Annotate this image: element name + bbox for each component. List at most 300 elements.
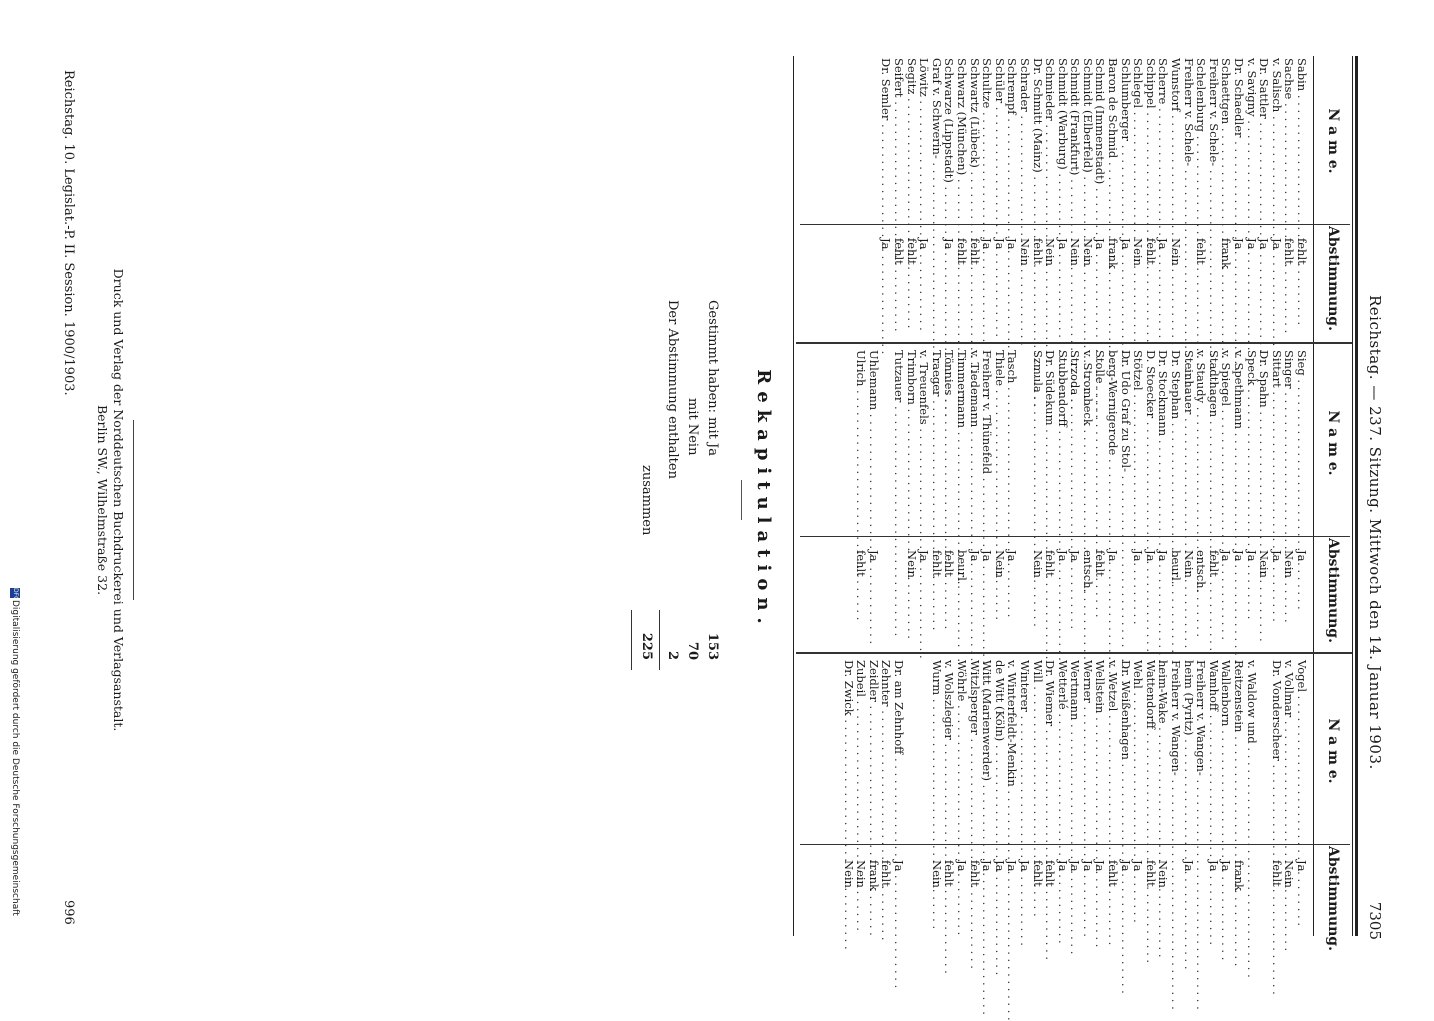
table-row bbox=[1044, 350, 1057, 650]
vote-list-3 bbox=[842, 660, 1308, 940]
table-row bbox=[1169, 350, 1182, 650]
table-row bbox=[1119, 58, 1132, 338]
vote-value: Ja bbox=[1055, 238, 1070, 250]
table-row bbox=[1056, 58, 1069, 338]
table-row bbox=[1144, 350, 1157, 650]
member-name: Wertmann . . . bbox=[1069, 660, 1082, 836]
table-row bbox=[1232, 660, 1245, 940]
table-row bbox=[1081, 350, 1094, 650]
table-row bbox=[1006, 660, 1019, 940]
table-row bbox=[1031, 350, 1044, 650]
vote-value: Ja bbox=[1106, 550, 1121, 562]
table-row bbox=[1157, 58, 1170, 338]
vote-value: fehlt bbox=[1282, 238, 1297, 265]
table-row bbox=[981, 660, 994, 940]
table-row bbox=[1232, 58, 1245, 338]
member-name: Schlumberger . . . bbox=[1119, 58, 1132, 216]
member-name: Zubeil . . . bbox=[855, 660, 868, 836]
table-row bbox=[1270, 660, 1283, 940]
table-row bbox=[1258, 58, 1271, 338]
member-name: de Witt (Köln) . . . bbox=[993, 660, 1006, 836]
vote-value: Ja bbox=[967, 550, 982, 562]
recap-label: mit Nein bbox=[685, 398, 700, 456]
table-row bbox=[1107, 350, 1120, 650]
table-row bbox=[981, 350, 994, 650]
vote-value: fehlt bbox=[967, 860, 982, 887]
table-row bbox=[955, 58, 968, 338]
vote-value: fehlt bbox=[904, 238, 919, 265]
vote-value: Nein bbox=[841, 860, 856, 888]
recap-row bbox=[702, 300, 722, 700]
recap-row bbox=[662, 300, 682, 700]
member-name: Schmid (Immenstadt) . . . bbox=[1094, 58, 1107, 216]
member-name: Dr. Stockmann . . . bbox=[1157, 350, 1170, 526]
vote-value: frank bbox=[1106, 238, 1121, 269]
vote-value: Nein bbox=[1080, 238, 1095, 266]
col-header-name-3: N a m e. bbox=[1325, 718, 1341, 784]
vote-value: Ja bbox=[980, 860, 995, 872]
vote-value: fehlt bbox=[1043, 550, 1058, 577]
member-name: Steinhauer . . . bbox=[1182, 350, 1195, 526]
table-row bbox=[930, 660, 943, 940]
member-name: Wehl . . . bbox=[1132, 660, 1145, 836]
table-row bbox=[905, 58, 918, 338]
footer-legislature: Reichstag. 10. Legislat.-P. II. Session. 1900/1903. bbox=[61, 70, 76, 396]
member-name: Löwitz . . . bbox=[918, 58, 931, 216]
table-row bbox=[1207, 58, 1220, 338]
member-name: v. Salisch . . . bbox=[1270, 58, 1283, 216]
table-row bbox=[867, 660, 880, 940]
vote-value: fehlt bbox=[1143, 860, 1158, 887]
vote-value: Ja bbox=[1093, 238, 1108, 250]
table-row bbox=[1283, 350, 1296, 650]
vote-value: Ja bbox=[954, 860, 969, 872]
table-row bbox=[1295, 660, 1308, 940]
vote-value: fehlt bbox=[879, 860, 894, 887]
vote-value: Ja bbox=[1055, 550, 1070, 562]
table-row bbox=[993, 660, 1006, 940]
table-row bbox=[1056, 660, 1069, 940]
vote-value: Ja bbox=[917, 238, 932, 250]
table-row bbox=[1245, 350, 1258, 650]
table-row bbox=[905, 350, 918, 650]
member-name: Dr. Udo Graf zu Stol- . . . bbox=[1119, 350, 1132, 526]
table-row bbox=[981, 58, 994, 338]
table-row bbox=[1144, 58, 1157, 338]
member-name: Dr. Südekum . . . bbox=[1044, 350, 1057, 526]
table-row bbox=[918, 660, 931, 940]
table-row bbox=[1006, 58, 1019, 338]
table-row bbox=[880, 660, 893, 940]
vote-value: Nein bbox=[1169, 238, 1184, 266]
vote-value: fehlt bbox=[1295, 238, 1309, 265]
vote-value: Nein bbox=[1043, 238, 1058, 266]
member-name: Dr. Stephan . . . bbox=[1169, 350, 1182, 526]
member-name: Graf v. Schwerin- . . . bbox=[930, 58, 943, 216]
member-name: Schaettgen . . . bbox=[1220, 58, 1233, 216]
vote-value: Ja bbox=[866, 550, 881, 562]
table-row bbox=[1220, 350, 1233, 650]
vote-value: Nein bbox=[1017, 238, 1032, 266]
vote-value: Ja bbox=[992, 238, 1007, 250]
vote-value: Ja bbox=[1131, 860, 1146, 872]
table-row bbox=[993, 58, 1006, 338]
table-row bbox=[1270, 58, 1283, 338]
table-row bbox=[1006, 350, 1019, 650]
col-header-name-2: N a m e. bbox=[1325, 410, 1341, 476]
table-row bbox=[1081, 58, 1094, 338]
vote-value: Nein bbox=[1181, 550, 1196, 578]
member-name: Schwartz (Lübeck) . . . bbox=[968, 58, 981, 216]
vote-value: fehlt bbox=[1030, 238, 1045, 265]
member-name: Thiele . . . bbox=[993, 350, 1006, 526]
table-row bbox=[1044, 660, 1057, 940]
member-name: Stubbendorff . . . bbox=[1056, 350, 1069, 526]
vote-value: frank bbox=[1219, 238, 1234, 269]
vote-value: fehlt bbox=[954, 238, 969, 265]
member-name: Trimborn . . . bbox=[905, 350, 918, 526]
vote-value: fehlt bbox=[854, 550, 869, 577]
page-number: 7305 bbox=[1366, 901, 1384, 940]
member-name: Schwarz (München) . . . bbox=[955, 58, 968, 216]
vote-value: fehlt bbox=[1269, 860, 1284, 887]
vote-value: Nein bbox=[1282, 550, 1297, 578]
vote-value: Ja bbox=[1143, 550, 1158, 562]
table-row bbox=[1182, 660, 1195, 940]
table-row bbox=[1270, 350, 1283, 650]
table-row bbox=[1220, 660, 1233, 940]
table-row bbox=[1195, 58, 1208, 338]
vote-value: entsch. bbox=[1194, 550, 1209, 593]
vote-value: Ja bbox=[1156, 550, 1171, 562]
member-name: Schmidt (Elberfeld) . . . bbox=[1081, 58, 1094, 216]
table-row bbox=[943, 350, 956, 650]
vote-value: Ja bbox=[1005, 238, 1020, 250]
vote-value: Ja bbox=[980, 550, 995, 562]
vote-value: fehlt bbox=[1093, 550, 1108, 577]
vote-value: Ja bbox=[1017, 860, 1032, 872]
member-name: Winterer . . . bbox=[1018, 660, 1031, 836]
vote-value: Ja bbox=[1131, 550, 1146, 562]
member-name: Schultze . . . bbox=[981, 58, 994, 216]
recap-label: Der Abstimmung enthalten bbox=[665, 300, 680, 479]
member-name: Vogel . . . bbox=[1295, 660, 1308, 836]
member-name: Schüler . . . bbox=[993, 58, 1006, 216]
member-name: v. Waldow und . . . bbox=[1245, 660, 1258, 836]
vote-value: beurl. bbox=[954, 550, 969, 585]
vote-value: fehlt bbox=[1030, 860, 1045, 887]
member-name: Schippel . . . bbox=[1144, 58, 1157, 216]
column-divider bbox=[796, 652, 1352, 654]
member-name: berg-Wernigerode . . . bbox=[1107, 350, 1120, 526]
vote-value: Ja bbox=[1068, 860, 1083, 872]
member-name: Dr. Vonderscheer . . . bbox=[1270, 660, 1283, 836]
vote-value: fehlt bbox=[1206, 550, 1221, 577]
member-name: Stötzel . . . bbox=[1132, 350, 1145, 526]
recap-count: 2 bbox=[665, 650, 680, 660]
total-rule bbox=[631, 610, 632, 670]
recap-row bbox=[682, 300, 702, 700]
member-name: v. Strombeck . . . bbox=[1081, 350, 1094, 526]
table-row bbox=[1069, 58, 1082, 338]
member-name: Wattendorff . . . bbox=[1144, 660, 1157, 836]
table-row bbox=[1220, 58, 1233, 338]
vote-value: fehlt bbox=[1043, 860, 1058, 887]
recap-separator bbox=[741, 480, 742, 520]
table-row bbox=[1132, 350, 1145, 650]
member-name: Wöhrle . . . bbox=[955, 660, 968, 836]
col-header-vote-2: Abstimmung. bbox=[1325, 538, 1341, 643]
table-bottom-rule bbox=[793, 56, 794, 936]
vote-value: Ja bbox=[1257, 238, 1272, 250]
member-name: Sittart . . . bbox=[1270, 350, 1283, 526]
vote-value: Ja bbox=[1118, 860, 1133, 872]
table-row bbox=[855, 350, 868, 650]
vote-value: Ja bbox=[1244, 238, 1259, 250]
member-name: Schwarze (Lippstadt) . . . bbox=[943, 58, 956, 216]
printer-imprint bbox=[94, 0, 126, 1000]
sum-rule bbox=[659, 610, 660, 670]
table-row bbox=[930, 58, 943, 338]
table-row bbox=[855, 660, 868, 940]
vote-value: fehlt bbox=[929, 550, 944, 577]
vote-value: Nein bbox=[1030, 550, 1045, 578]
table-row bbox=[930, 350, 943, 650]
member-name: Scherre . . . bbox=[1157, 58, 1170, 216]
column-header-rule bbox=[1313, 56, 1314, 936]
table-row bbox=[1107, 660, 1120, 940]
vote-value: Ja bbox=[1005, 860, 1020, 872]
member-name: Will . . . bbox=[1031, 660, 1044, 836]
table-row bbox=[1283, 660, 1296, 940]
table-row bbox=[918, 350, 931, 650]
table-row bbox=[1031, 660, 1044, 940]
member-name: Freiherr v. Schele- . . . bbox=[1182, 58, 1195, 216]
table-row bbox=[867, 350, 880, 650]
vote-value: Ja bbox=[892, 860, 906, 872]
table-row bbox=[1069, 350, 1082, 650]
member-name: Sachse . . . bbox=[1283, 58, 1296, 216]
vote-value: Nein bbox=[992, 550, 1007, 578]
vote-value: fehlt bbox=[942, 860, 957, 887]
member-name: Dr. am Zehnhoff . . . bbox=[892, 660, 905, 836]
table-row bbox=[1295, 350, 1308, 650]
member-name: v. Spethmann . . . bbox=[1232, 350, 1245, 526]
table-row bbox=[1056, 350, 1069, 650]
table-row bbox=[1245, 660, 1258, 940]
table-row bbox=[918, 58, 931, 338]
vote-value: Ja bbox=[1055, 860, 1070, 872]
vote-value: Nein bbox=[1257, 550, 1272, 578]
vote-value: Nein bbox=[854, 860, 869, 888]
vote-value: entsch. bbox=[1080, 550, 1095, 593]
vote-value: Nein bbox=[1068, 238, 1083, 266]
member-name: Segitz . . . bbox=[905, 58, 918, 216]
vote-value: Ja bbox=[1269, 550, 1284, 562]
table-row bbox=[1195, 350, 1208, 650]
vote-list-2 bbox=[855, 350, 1308, 650]
vote-value: Ja bbox=[1295, 550, 1309, 562]
table-row bbox=[968, 660, 981, 940]
member-name: v. Treuenfels . . . bbox=[918, 350, 931, 526]
table-row bbox=[1031, 58, 1044, 338]
table-row bbox=[1207, 350, 1220, 650]
table-row bbox=[943, 58, 956, 338]
member-name: v. Wetzel . . . bbox=[1107, 660, 1120, 836]
vote-value: Ja bbox=[1219, 550, 1234, 562]
member-name: Dr. Spahn . . . bbox=[1258, 350, 1271, 526]
member-name: D. Stoecker . . . bbox=[1144, 350, 1157, 526]
member-name: Freiherr v. Wangen- . . . bbox=[1169, 660, 1182, 836]
vote-value: frank bbox=[1232, 860, 1247, 891]
page-title: Reichstag. — 237. Sitzung. Mittwoch den 14. Januar 1903. bbox=[1366, 295, 1384, 770]
printer-line-2: Berlin SW., Wilhelmstraße 32. bbox=[95, 404, 110, 596]
table-row bbox=[1044, 58, 1057, 338]
vote-value: Nein bbox=[904, 550, 919, 578]
member-name: Singer . . . bbox=[1283, 350, 1296, 526]
member-name: Traeger . . . bbox=[930, 350, 943, 526]
vote-value: Ja bbox=[1295, 860, 1309, 872]
table-row bbox=[1094, 660, 1107, 940]
vote-value: Nein bbox=[1282, 860, 1297, 888]
member-name: Tasch . . . bbox=[1006, 350, 1019, 526]
recap-title: Rekapitulation. bbox=[753, 369, 774, 631]
table-row bbox=[1018, 660, 1031, 940]
table-row bbox=[1232, 350, 1245, 650]
vote-value: Ja bbox=[1232, 238, 1247, 250]
vote-value: Ja bbox=[1005, 550, 1020, 562]
member-name: v. Tiedemann . . . bbox=[968, 350, 981, 526]
member-name: Dr. Wiemer . . . bbox=[1044, 660, 1057, 836]
table-row bbox=[1157, 350, 1170, 650]
member-name: Schmieder . . . bbox=[1044, 58, 1057, 216]
col-header-vote-3: Abstimmung. bbox=[1325, 846, 1341, 951]
member-name: Witt (Marienwerder) . . . bbox=[981, 660, 994, 836]
vote-value: fehlt bbox=[1106, 860, 1121, 887]
vote-value: Ja bbox=[942, 238, 957, 250]
member-name: Baron de Schmid . . . bbox=[1107, 58, 1120, 216]
recap-table bbox=[632, 300, 722, 700]
member-name: Dr. Weißenhagen . . . bbox=[1119, 660, 1132, 836]
table-row bbox=[1018, 350, 1031, 650]
member-name: Schlegel . . . bbox=[1132, 58, 1145, 216]
member-name: Stolle . . . bbox=[1094, 350, 1107, 526]
vote-value: Nein bbox=[1131, 238, 1146, 266]
member-name: Sabin . . . bbox=[1295, 58, 1308, 216]
table-row bbox=[880, 58, 893, 338]
member-name: heim (Pyritz) . . . bbox=[1182, 660, 1195, 836]
member-name: Dr. Semler . . . bbox=[880, 58, 893, 216]
member-name: v. Wolszlegier . . . bbox=[943, 660, 956, 836]
vote-value: Ja bbox=[1244, 550, 1259, 562]
member-name: Wellstein . . . bbox=[1094, 660, 1107, 836]
table-row bbox=[905, 660, 918, 940]
member-name: Schmidt (Frankfurt) . . . bbox=[1069, 58, 1082, 216]
member-name: Dr. Schaedler . . . bbox=[1232, 58, 1245, 216]
member-name: Dr. Sattler . . . bbox=[1258, 58, 1271, 216]
member-name: v. Winterfeldt-Menkin . . . bbox=[1006, 660, 1019, 836]
vote-table bbox=[798, 56, 1358, 951]
table-row bbox=[1132, 660, 1145, 940]
table-row bbox=[1144, 660, 1157, 940]
vote-value: Ja bbox=[1269, 238, 1284, 250]
member-name: Timmermann . . . bbox=[955, 350, 968, 526]
col-header-name-1: N a m e. bbox=[1325, 108, 1341, 174]
page-header bbox=[1362, 60, 1384, 940]
member-name: Schmidt (Warburg) . . . bbox=[1056, 58, 1069, 216]
table-row bbox=[943, 660, 956, 940]
member-name: Witzlsperger . . . bbox=[968, 660, 981, 836]
table-row bbox=[1119, 660, 1132, 940]
member-name: Schelenburg . . . bbox=[1195, 58, 1208, 216]
member-name: Szmula . . . bbox=[1031, 350, 1044, 526]
member-name: Wallenborn . . . bbox=[1220, 660, 1233, 836]
dfg-logo-icon: DFG bbox=[12, 588, 19, 601]
table-row bbox=[880, 350, 893, 650]
member-name: Uhlemann . . . bbox=[867, 350, 880, 526]
member-name: Sieg . . . bbox=[1295, 350, 1308, 526]
member-name: Tönnies . . . bbox=[943, 350, 956, 526]
table-row bbox=[1182, 58, 1195, 338]
vote-value: Ja bbox=[1080, 860, 1095, 872]
vote-list-1 bbox=[880, 58, 1308, 338]
table-row bbox=[892, 660, 905, 940]
member-name: Strzoda . . . bbox=[1069, 350, 1082, 526]
printer-line-1: Druck und Verlag der Norddeutschen Buchdruckerei und Verlagsanstalt. bbox=[111, 268, 126, 732]
table-row bbox=[892, 58, 905, 338]
vote-value: Ja bbox=[917, 550, 932, 562]
table-row bbox=[955, 350, 968, 650]
member-name: Dr. Schmitt (Mainz) . . . bbox=[1031, 58, 1044, 216]
member-name: v. Vollmar . . . bbox=[1283, 660, 1296, 836]
vote-value: Ja bbox=[1118, 238, 1133, 250]
table-row bbox=[1283, 58, 1296, 338]
member-name: Freiherr v. Schele- . . . bbox=[1207, 58, 1220, 216]
vote-value: Ja bbox=[1181, 860, 1196, 872]
recap-row bbox=[636, 300, 656, 700]
table-row bbox=[968, 58, 981, 338]
member-name: Schrader . . . bbox=[1018, 58, 1031, 216]
member-name: Zehnter . . . bbox=[880, 660, 893, 836]
member-name: Werner . . . bbox=[1081, 660, 1094, 836]
member-name: Wurm . . . bbox=[930, 660, 943, 836]
vote-value: frank bbox=[866, 860, 881, 891]
member-name: Ulrich . . . bbox=[855, 350, 868, 526]
vote-value: Ja bbox=[1068, 550, 1083, 562]
vote-value: Ja bbox=[1206, 860, 1221, 872]
table-row bbox=[1207, 660, 1220, 940]
table-row bbox=[1018, 58, 1031, 338]
member-name: Schrempf . . . bbox=[1006, 58, 1019, 216]
member-name: Seifert . . . bbox=[892, 58, 905, 216]
vote-value: Ja bbox=[879, 238, 894, 250]
table-row bbox=[1094, 58, 1107, 338]
vote-value: beurl. bbox=[1169, 550, 1184, 585]
table-row bbox=[1081, 660, 1094, 940]
table-row bbox=[892, 350, 905, 650]
member-name: Stadthagen . . . bbox=[1207, 350, 1220, 526]
table-row bbox=[1169, 58, 1182, 338]
member-name: Wunstorf . . . bbox=[1169, 58, 1182, 216]
member-name: Freiherr v. Wangen- . . . bbox=[1195, 660, 1208, 836]
vote-value: fehlt bbox=[1194, 238, 1209, 265]
member-name: heim-Wake . . . bbox=[1157, 660, 1170, 836]
member-name: Tutzauer . . . bbox=[892, 350, 905, 526]
table-row bbox=[1182, 350, 1195, 650]
table-row bbox=[955, 660, 968, 940]
member-name: v. Savigny . . . bbox=[1245, 58, 1258, 216]
digitization-credit: Digitalisierung gefördert durch die Deutsche Forschungsgemeinschaft bbox=[10, 600, 20, 916]
